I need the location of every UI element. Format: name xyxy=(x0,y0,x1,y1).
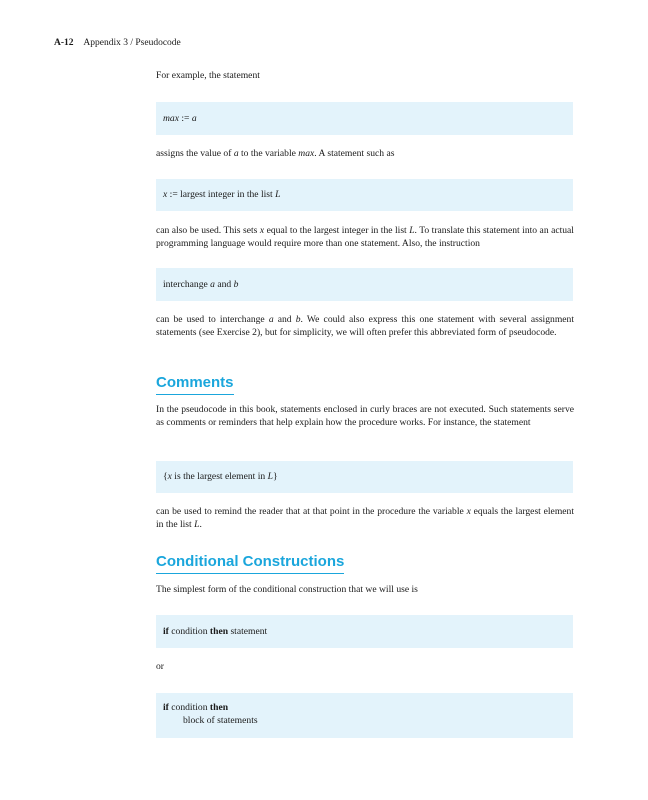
text-run: assigns the value of xyxy=(156,148,234,159)
text-run: can be used to remind the reader that at that point in the procedure the variable xyxy=(156,506,467,517)
code-line-indented xyxy=(163,714,573,727)
running-header xyxy=(54,38,181,48)
heading-conditional xyxy=(156,553,344,574)
code-text: is the largest element in xyxy=(171,471,268,482)
paragraph-assigns xyxy=(156,147,574,160)
code-text: block of statements xyxy=(183,715,258,726)
code-text: statement xyxy=(228,626,268,637)
code-var: L xyxy=(267,471,273,482)
heading-text: Conditional Constructions xyxy=(156,553,345,570)
text-run: and xyxy=(273,314,296,325)
code-op: := xyxy=(178,113,192,124)
code-var: b xyxy=(233,279,239,290)
text-run: to the variable xyxy=(238,148,299,159)
heading-underline xyxy=(156,573,344,574)
text-run: equals the largest element in the list xyxy=(156,506,574,530)
code-text: condition xyxy=(168,702,210,713)
math-var: b xyxy=(295,314,301,325)
text-run: The simplest form of the conditional construction that we will use is xyxy=(156,584,418,595)
keyword-then: then xyxy=(209,702,229,713)
code-var: x xyxy=(167,471,172,482)
page-number: A-12 xyxy=(54,38,74,48)
math-var: x xyxy=(259,225,265,236)
running-title: Appendix 3 / Pseudocode xyxy=(83,38,181,48)
text-run: . To translate this statement into an actual programming language would require more than one statement. Also, the instruction xyxy=(156,225,574,249)
brace: } xyxy=(272,471,278,482)
math-var: x xyxy=(466,506,471,517)
text-run: . xyxy=(199,519,202,530)
paragraph-comments xyxy=(156,403,574,429)
brace: { xyxy=(163,471,168,482)
code-block-largest xyxy=(156,179,573,211)
math-var: a xyxy=(233,148,239,159)
code-var: a xyxy=(210,279,215,290)
code-var: max xyxy=(163,113,179,124)
text-run: . A statement such as xyxy=(314,148,395,159)
paragraph-interchange xyxy=(156,313,574,339)
paragraph-remind xyxy=(156,505,574,531)
code-var: x xyxy=(163,189,168,200)
code-text: := largest integer in the list xyxy=(167,189,276,200)
text-run: equal to the largest integer in the list xyxy=(264,225,410,236)
math-var: a xyxy=(268,314,274,325)
math-var: L xyxy=(409,225,415,236)
code-text: interchange xyxy=(163,279,211,290)
text-run: can also be used. This sets xyxy=(156,225,260,236)
code-line xyxy=(163,701,573,714)
code-block-max xyxy=(156,102,573,135)
code-block-interchange xyxy=(156,268,573,301)
math-var: L xyxy=(194,519,200,530)
text-run: can be used to interchange xyxy=(156,314,269,325)
paragraph-or xyxy=(156,660,574,673)
keyword-if: if xyxy=(163,702,169,713)
paragraph-simplest xyxy=(156,583,574,596)
heading-text: Comments xyxy=(156,374,234,391)
keyword-if: if xyxy=(163,626,169,637)
code-block-if-block xyxy=(156,693,573,738)
heading-underline xyxy=(156,394,234,395)
code-block-if xyxy=(156,615,573,648)
text-run: . We could also express this one statement with several assignment statements (see Exercise 2), but for simplicity, we will often prefer this abbreviated form of pseudocode. xyxy=(156,314,574,338)
code-var: L xyxy=(275,189,281,200)
code-text: and xyxy=(214,279,234,290)
math-var: max xyxy=(298,148,315,159)
code-block-comment xyxy=(156,461,573,493)
keyword-then: then xyxy=(209,626,229,637)
intro-text: For example, the statement xyxy=(156,70,260,81)
text-run: In the pseudocode in this book, statements enclosed in curly braces are not executed. Such statements serve as comments or reminders that help explain how the procedure works. For instance, the statement xyxy=(156,404,574,428)
code-val: a xyxy=(191,113,197,124)
text-run: or xyxy=(156,661,164,672)
heading-comments xyxy=(156,374,234,395)
intro-paragraph xyxy=(156,69,574,82)
paragraph-also-used xyxy=(156,224,574,250)
code-text: condition xyxy=(168,626,210,637)
